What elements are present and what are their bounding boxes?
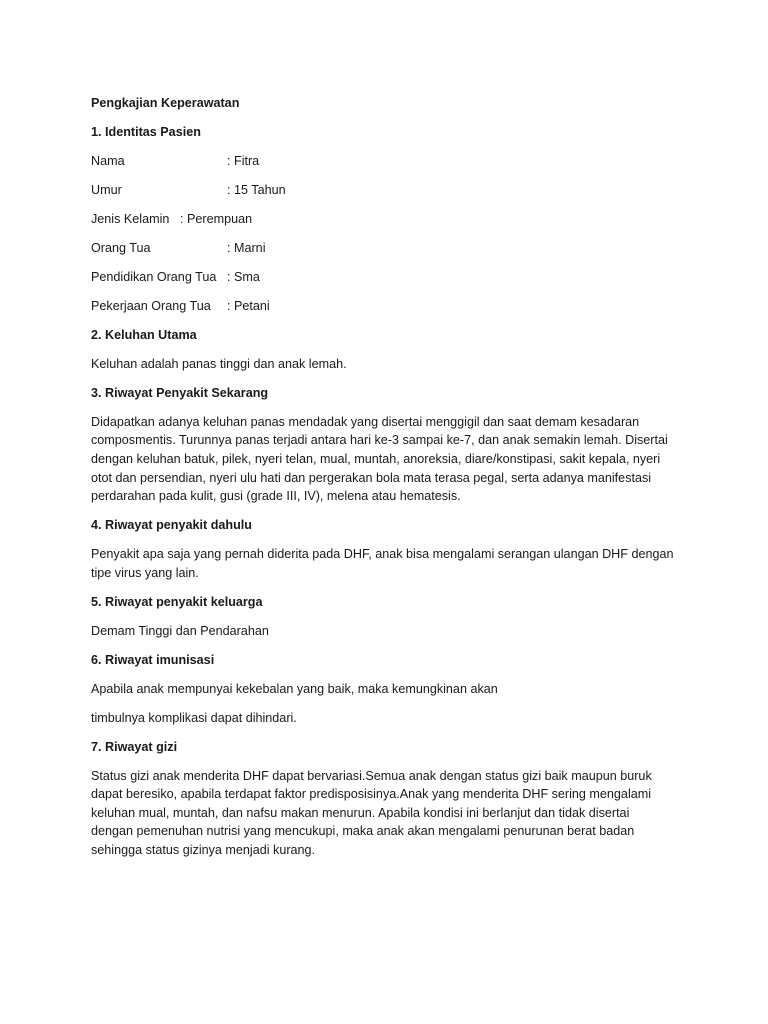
identity-value: : Sma [227, 269, 260, 284]
paragraph-line: otot dan persendian, nyeri ulu hati dan pergerakan bola mata terasa pegal, serta adanya manifestasi [91, 470, 652, 485]
identity-row-nama [91, 152, 691, 171]
identity-label: Pendidikan Orang Tua [91, 269, 217, 284]
identity-row-pendidikan [91, 268, 691, 287]
identity-value: : Fitra [227, 153, 260, 168]
identity-label: Pekerjaan Orang Tua [91, 298, 211, 313]
paragraph-line: keluhan mual, muntah, dan nafsu makan menurun. Apabila kondisi ini berlanjut dan tidak disertai [91, 805, 630, 820]
paragraph-keluarga [91, 622, 691, 641]
section-heading-gizi: 7. Riwayat gizi [91, 739, 178, 754]
paragraph-line: Keluhan adalah panas tinggi dan anak lemah. [91, 356, 347, 371]
paragraph-line: Penyakit apa saja yang pernah diderita pada DHF, anak bisa mengalami serangan ulangan DHF dengan [91, 547, 674, 562]
identity-row-jenis-kelamin [91, 210, 691, 229]
document-title: Pengkajian Keperawatan [91, 96, 240, 110]
paragraph-line: composmentis. Turunnya panas terjadi antara hari ke-3 sampai ke-7, dan anak semakin lemah. Disertai [91, 433, 668, 448]
paragraph-line: perdarahan pada kulit, gusi (grade III, IV), melena atau hematesis. [91, 489, 461, 504]
identity-label: Jenis Kelamin [91, 211, 170, 226]
identity-value: : Petani [227, 298, 270, 313]
paragraph-dahulu [91, 545, 691, 582]
paragraph-imunisasi-2 [91, 709, 691, 728]
paragraph-gizi [91, 767, 691, 860]
identity-label: Nama [91, 153, 125, 168]
section-heading-imunisasi: 6. Riwayat imunisasi [91, 652, 215, 667]
identity-value: : Perempuan [180, 211, 253, 226]
section-heading-sekarang: 3. Riwayat Penyakit Sekarang [91, 385, 269, 400]
paragraph-line: Apabila anak mempunyai kekebalan yang baik, maka kemungkinan akan [91, 681, 498, 696]
paragraph-line: sehingga status gizinya menjadi kurang. [91, 843, 316, 858]
paragraph-line: timbulnya komplikasi dapat dihindari. [91, 710, 297, 725]
paragraph-line: dengan pemenuhan nutrisi yang mencukupi, maka anak akan mengalami penurunan berat badan [91, 824, 635, 839]
paragraph-imunisasi-1 [91, 680, 691, 699]
identity-row-pekerjaan [91, 297, 691, 316]
identity-label: Orang Tua [91, 240, 151, 255]
identity-label: Umur [91, 182, 122, 197]
paragraph-keluhan [91, 355, 691, 374]
section-heading-keluarga: 5. Riwayat penyakit keluarga [91, 594, 263, 609]
identity-value: : 15 Tahun [227, 182, 286, 197]
identity-row-orang-tua [91, 239, 691, 258]
identity-row-umur [91, 181, 691, 200]
identity-value: : Marni [227, 240, 266, 255]
paragraph-line: Status gizi anak menderita DHF dapat bervariasi.Semua anak dengan status gizi baik maupun buruk [91, 768, 652, 783]
paragraph-line: tipe virus yang lain. [91, 565, 199, 580]
document-page [91, 94, 691, 870]
paragraph-line: Didapatkan adanya keluhan panas mendadak yang disertai menggigil dan saat demam kesadaran [91, 414, 640, 429]
section-heading-dahulu: 4. Riwayat penyakit dahulu [91, 518, 252, 533]
section-heading-keluhan: 2. Keluhan Utama [91, 327, 197, 342]
paragraph-line: Demam Tinggi dan Pendarahan [91, 623, 269, 638]
section-heading-identitas: 1. Identitas Pasien [91, 124, 201, 139]
paragraph-line: dapat beresiko, apabila terdapat faktor predisposisinya.Anak yang menderita DHF sering mengalami [91, 787, 652, 802]
paragraph-line: dengan keluhan batuk, pilek, nyeri telan, mual, muntah, anoreksia, diare/konstipasi, sakit kepala, nyeri [91, 452, 661, 467]
paragraph-sekarang [91, 413, 691, 506]
